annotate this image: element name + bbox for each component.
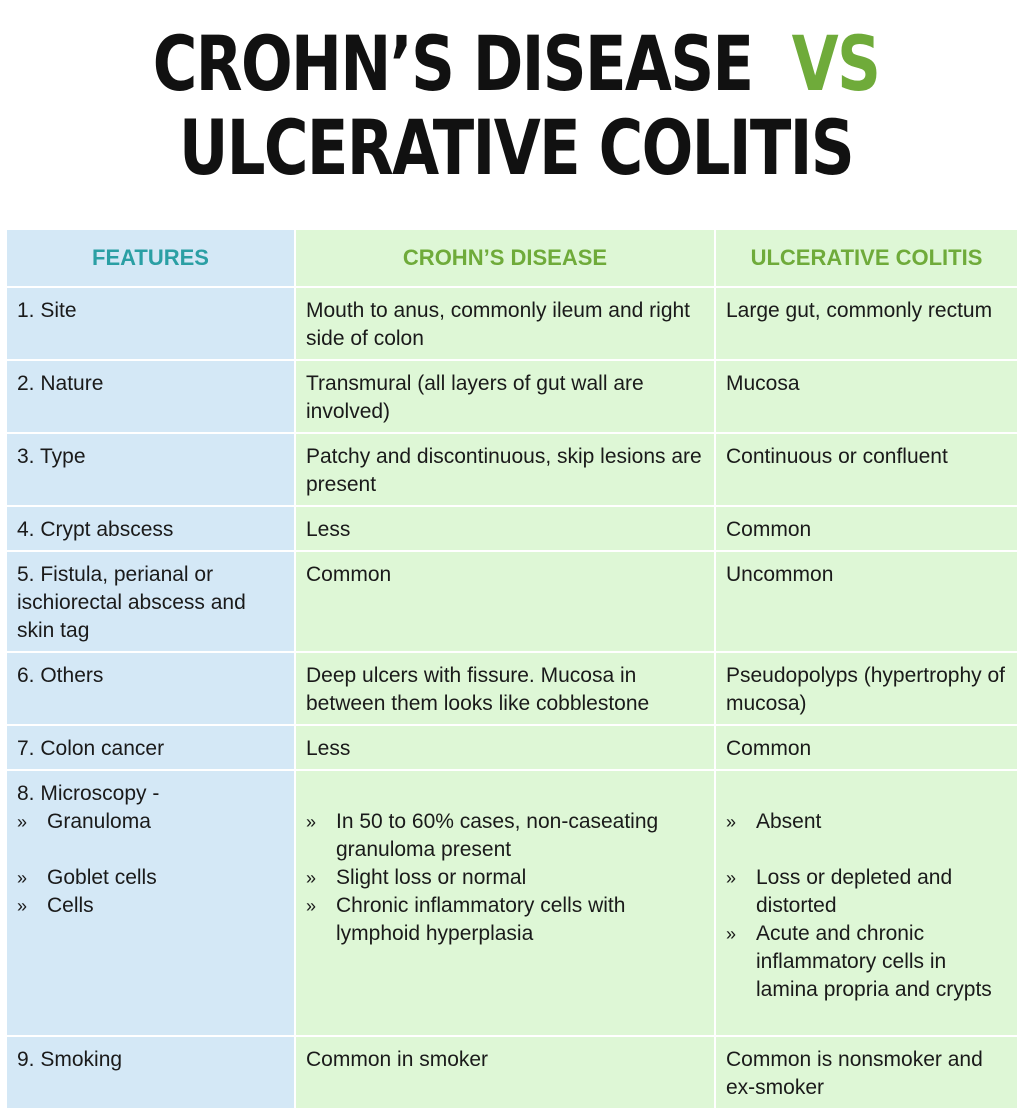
feature-cell: 1. Site — [6, 287, 295, 360]
table-row — [6, 287, 1018, 360]
header-features: FEATURES — [6, 229, 295, 287]
uc-cell: Common — [715, 725, 1018, 770]
crohns-cell: Patchy and discontinuous, skip lesions are present — [295, 433, 715, 506]
uc-cells: Acute and chronic inflammatory cells in lamina propria and crypts — [756, 922, 992, 1001]
table-row — [6, 360, 1018, 433]
comparison-table — [5, 228, 1019, 1110]
bullet-marker: » — [306, 812, 317, 832]
crohns-cell: Common — [295, 551, 715, 652]
list-item — [306, 892, 704, 948]
title-crohns: CROHN’S DISEASE — [152, 19, 753, 108]
header-uc: ULCERATIVE COLITIS — [715, 229, 1018, 287]
table-row — [6, 551, 1018, 652]
title-vs: VS — [791, 19, 880, 108]
bullet-marker: » — [726, 812, 737, 832]
crohns-cell: Less — [295, 725, 715, 770]
bullet-marker: » — [17, 812, 28, 832]
uc-cell: Common is nonsmoker and ex-smoker — [715, 1036, 1018, 1109]
bullet-marker: » — [306, 868, 317, 888]
bullet-marker: » — [17, 896, 28, 916]
sub-feature-granuloma: Granuloma — [47, 810, 151, 833]
table-row — [6, 652, 1018, 725]
microscopy-label: 8. Microscopy - — [17, 782, 160, 805]
crohns-cell — [295, 770, 715, 1036]
bullet-marker: » — [17, 868, 28, 888]
uc-cell — [715, 770, 1018, 1036]
table-row — [6, 725, 1018, 770]
feature-cell: 9. Smoking — [6, 1036, 295, 1109]
table-row — [6, 506, 1018, 551]
header-row — [6, 229, 1018, 287]
feature-cell: 4. Crypt abscess — [6, 506, 295, 551]
title-line-1 — [103, 19, 929, 108]
list-item — [17, 892, 284, 920]
crohns-granuloma: In 50 to 60% cases, non-caseating granuloma present — [336, 810, 659, 861]
list-item — [306, 808, 704, 864]
list-item — [306, 864, 704, 892]
crohns-cell: Less — [295, 506, 715, 551]
uc-cell: Pseudopolyps (hypertrophy of mucosa) — [715, 652, 1018, 725]
uc-granuloma: Absent — [756, 810, 822, 833]
feature-cell: 3. Type — [6, 433, 295, 506]
crohns-cell: Deep ulcers with fissure. Mucosa in between them looks like cobblestone — [295, 652, 715, 725]
list-item — [726, 864, 1007, 920]
uc-cell: Common — [715, 506, 1018, 551]
feature-cell: 5. Fistula, perianal or ischiorectal abscess and skin tag — [6, 551, 295, 652]
header-crohns: CROHN’S DISEASE — [295, 229, 715, 287]
uc-cell: Uncommon — [715, 551, 1018, 652]
list-item — [17, 808, 284, 836]
list-item — [726, 808, 1007, 836]
bullet-marker: » — [306, 896, 317, 916]
bullet-marker: » — [726, 924, 737, 944]
crohns-cells: Chronic inflammatory cells with lymphoid hyperplasia — [336, 894, 626, 945]
crohns-cell: Common in smoker — [295, 1036, 715, 1109]
feature-cell: 6. Others — [6, 652, 295, 725]
list-item — [726, 920, 1007, 1004]
bullet-marker: » — [726, 868, 737, 888]
list-item — [17, 864, 284, 892]
uc-cell: Large gut, commonly rectum — [715, 287, 1018, 360]
title-line-2: ULCERATIVE COLITIS — [178, 103, 854, 192]
crohns-cell: Mouth to anus, commonly ileum and right side of colon — [295, 287, 715, 360]
feature-cell — [6, 770, 295, 1036]
uc-cell: Mucosa — [715, 360, 1018, 433]
feature-cell: 2. Nature — [6, 360, 295, 433]
table-row-microscopy — [6, 770, 1018, 1036]
table-row — [6, 1036, 1018, 1109]
uc-goblet-cells: Loss or depleted and distorted — [756, 866, 953, 917]
sub-feature-cells: Cells — [47, 894, 94, 917]
crohns-cell: Transmural (all layers of gut wall are involved) — [295, 360, 715, 433]
uc-cell: Continuous or confluent — [715, 433, 1018, 506]
feature-cell: 7. Colon cancer — [6, 725, 295, 770]
table-row — [6, 433, 1018, 506]
page-title — [103, 19, 929, 192]
crohns-goblet-cells: Slight loss or normal — [336, 866, 527, 889]
sub-feature-goblet-cells: Goblet cells — [47, 866, 157, 889]
